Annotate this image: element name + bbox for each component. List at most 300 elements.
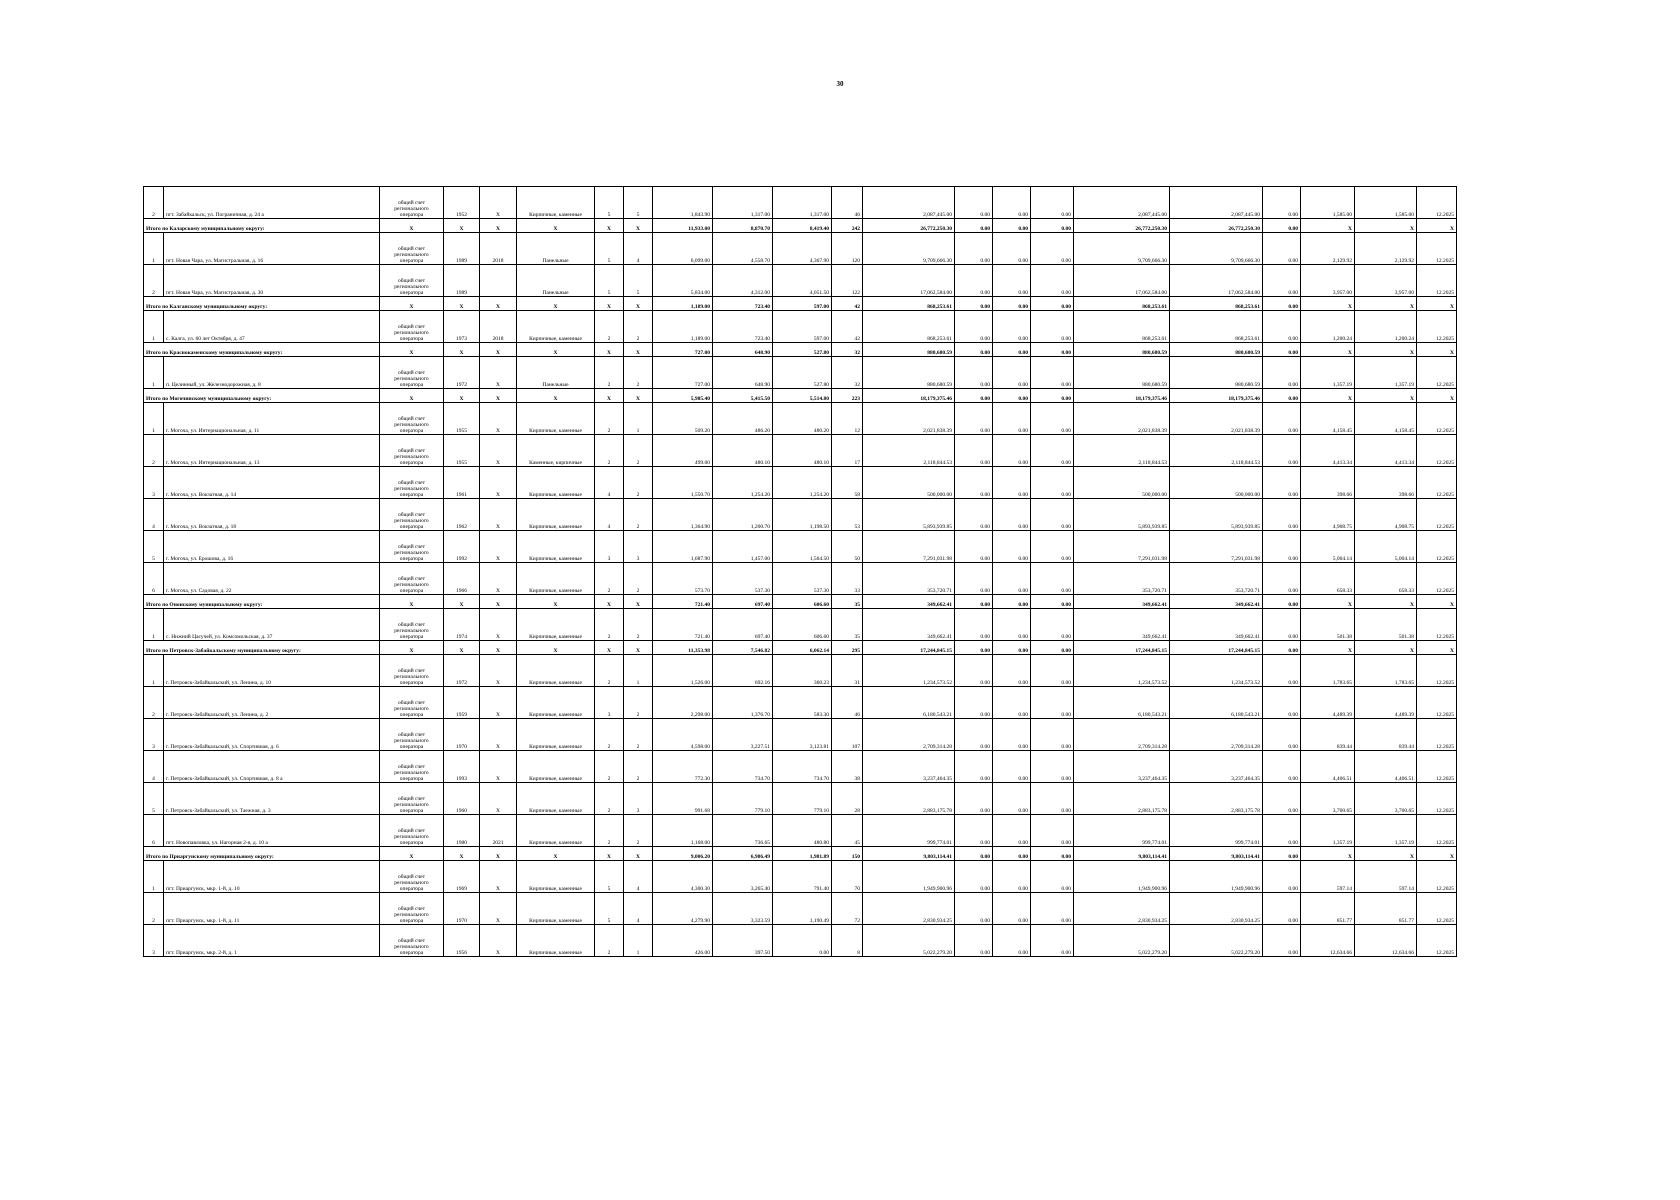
address-cell: пгт. Приаргунск, мкр. 2-й, д. 1 xyxy=(164,925,380,957)
total-cost-cell: 3,237,464.35 xyxy=(863,751,955,783)
entrances-cell: 3 xyxy=(624,783,653,815)
local-funds-cell: 0.00 xyxy=(1031,815,1074,847)
total-area-cell: 727.00 xyxy=(653,357,713,389)
total-area-cell: 5,985.40 xyxy=(653,389,713,403)
living-area-cell: 1,317.00 xyxy=(773,187,832,219)
build-year-cell: 1989 xyxy=(444,233,480,265)
federal-funds-cell: 0.00 xyxy=(955,343,993,357)
building-row xyxy=(144,861,1457,893)
completion-date-cell: 12.2025 xyxy=(1417,435,1457,467)
account-type-cell: Х xyxy=(380,389,444,403)
local-funds-cell: 0.00 xyxy=(1031,499,1074,531)
account-type-cell: общий счет регионального оператора xyxy=(380,311,444,343)
other-funds-cell: 0.00 xyxy=(1263,783,1301,815)
residents-cell: 53 xyxy=(832,499,863,531)
living-area-cell: 480.80 xyxy=(773,815,832,847)
unit-cost-cell: Х xyxy=(1301,343,1355,357)
address-cell: г. Могоча, ул. Интернациональная, д. 13 xyxy=(164,435,380,467)
owners-funds-subtotal-cell: 2,883,175.78 xyxy=(1170,783,1263,815)
repair-year-cell: 2021 xyxy=(480,815,517,847)
account-type-cell: общий счет регионального оператора xyxy=(380,467,444,499)
living-area-cell: 4,367.90 xyxy=(773,233,832,265)
residents-cell: 35 xyxy=(832,595,863,609)
max-unit-cost-cell: 658.33 xyxy=(1355,563,1417,595)
wall-material-cell: Х xyxy=(517,297,595,311)
completion-date-cell: 12.2025 xyxy=(1417,609,1457,641)
federal-funds-cell: 0.00 xyxy=(955,719,993,751)
build-year-cell: 1992 xyxy=(444,531,480,563)
repair-year-cell: Х xyxy=(480,687,517,719)
other-funds-cell: 0.00 xyxy=(1263,861,1301,893)
building-row xyxy=(144,609,1457,641)
federal-funds-cell: 0.00 xyxy=(955,219,993,233)
federal-funds-cell: 0.00 xyxy=(955,265,993,297)
max-unit-cost-cell: Х xyxy=(1355,389,1417,403)
building-row xyxy=(144,751,1457,783)
floors-cell: 2 xyxy=(595,783,624,815)
wall-material-cell: Х xyxy=(517,847,595,861)
district-total-row xyxy=(144,219,1457,233)
completion-date-cell: Х xyxy=(1417,389,1457,403)
unit-cost-cell: 1,783.65 xyxy=(1301,655,1355,687)
completion-date-cell: Х xyxy=(1417,219,1457,233)
residents-cell: 32 xyxy=(832,343,863,357)
premises-area-cell: 723.40 xyxy=(713,311,773,343)
district-total-row xyxy=(144,389,1457,403)
regional-funds-cell: 0.00 xyxy=(993,687,1031,719)
unit-cost-cell: 1,200.24 xyxy=(1301,311,1355,343)
row-number: 4 xyxy=(144,499,164,531)
max-unit-cost-cell: 501.38 xyxy=(1355,609,1417,641)
completion-date-cell: 12.2025 xyxy=(1417,233,1457,265)
repair-year-cell: Х xyxy=(480,925,517,957)
unit-cost-cell: Х xyxy=(1301,595,1355,609)
federal-funds-cell: 0.00 xyxy=(955,609,993,641)
max-unit-cost-cell: Х xyxy=(1355,595,1417,609)
residents-cell: 107 xyxy=(832,719,863,751)
account-type-cell: общий счет регионального оператора xyxy=(380,655,444,687)
entrances-cell: 1 xyxy=(624,925,653,957)
wall-material-cell: Х xyxy=(517,641,595,655)
other-funds-cell: 0.00 xyxy=(1263,311,1301,343)
local-funds-cell: 0.00 xyxy=(1031,389,1074,403)
total-area-cell: 499.00 xyxy=(653,435,713,467)
repair-year-cell: Х xyxy=(480,467,517,499)
residents-cell: 120 xyxy=(832,233,863,265)
repair-year-cell: Х xyxy=(480,783,517,815)
wall-material-cell: Х xyxy=(517,389,595,403)
max-unit-cost-cell: 3,957.00 xyxy=(1355,265,1417,297)
max-unit-cost-cell: 4,489.39 xyxy=(1355,687,1417,719)
completion-date-cell: 12.2025 xyxy=(1417,531,1457,563)
account-type-cell: общий счет регионального оператора xyxy=(380,187,444,219)
build-year-cell: 1993 xyxy=(444,751,480,783)
floors-cell: 4 xyxy=(595,467,624,499)
district-total-row xyxy=(144,343,1457,357)
living-area-cell: 597.00 xyxy=(773,297,832,311)
building-row xyxy=(144,893,1457,925)
owners-funds-subtotal-cell: 2,087,445.00 xyxy=(1170,187,1263,219)
building-row xyxy=(144,233,1457,265)
living-area-cell: 1,254.20 xyxy=(773,467,832,499)
total-cost-cell: 2,709,314.28 xyxy=(863,719,955,751)
local-funds-cell: 0.00 xyxy=(1031,403,1074,435)
unit-cost-cell: Х xyxy=(1301,641,1355,655)
total-area-cell: 1,550.70 xyxy=(653,467,713,499)
living-area-cell: 779.10 xyxy=(773,783,832,815)
build-year-cell: 1959 xyxy=(444,687,480,719)
unit-cost-cell: 597.14 xyxy=(1301,861,1355,893)
premises-area-cell: 5,415.50 xyxy=(713,389,773,403)
owners-funds-subtotal-cell: 349,662.41 xyxy=(1170,595,1263,609)
build-year-cell: 1952 xyxy=(444,187,480,219)
residents-cell: 28 xyxy=(832,783,863,815)
account-type-cell: общий счет регионального оператора xyxy=(380,925,444,957)
build-year-cell: Х xyxy=(444,219,480,233)
premises-area-cell: 537.30 xyxy=(713,563,773,595)
regional-funds-cell: 0.00 xyxy=(993,783,1031,815)
unit-cost-cell: 501.38 xyxy=(1301,609,1355,641)
floors-cell: 2 xyxy=(595,311,624,343)
owners-funds-cell: 868,253.61 xyxy=(1074,297,1170,311)
residents-cell: 46 xyxy=(832,187,863,219)
entrances-cell: 2 xyxy=(624,311,653,343)
federal-funds-cell: 0.00 xyxy=(955,563,993,595)
build-year-cell: 1970 xyxy=(444,893,480,925)
address-cell: пгт. Приаргунск, мкр. 1-й, д. 10 xyxy=(164,861,380,893)
regional-funds-cell: 0.00 xyxy=(993,595,1031,609)
other-funds-cell: 0.00 xyxy=(1263,265,1301,297)
local-funds-cell: 0.00 xyxy=(1031,783,1074,815)
owners-funds-cell: 5,893,939.85 xyxy=(1074,499,1170,531)
owners-funds-subtotal-cell: 349,662.41 xyxy=(1170,609,1263,641)
living-area-cell: 4,051.50 xyxy=(773,265,832,297)
residents-cell: 17 xyxy=(832,435,863,467)
premises-area-cell: 1,317.00 xyxy=(713,187,773,219)
total-cost-cell: 17,062,584.00 xyxy=(863,265,955,297)
floors-cell: 3 xyxy=(595,531,624,563)
completion-date-cell: 12.2025 xyxy=(1417,893,1457,925)
repair-year-cell xyxy=(480,265,517,297)
owners-funds-cell: 349,662.41 xyxy=(1074,609,1170,641)
owners-funds-cell: 1,949,900.96 xyxy=(1074,861,1170,893)
build-year-cell: 1980 xyxy=(444,815,480,847)
build-year-cell: 1989 xyxy=(444,265,480,297)
residents-cell: 32 xyxy=(832,357,863,389)
building-row xyxy=(144,563,1457,595)
building-row xyxy=(144,187,1457,219)
floors-cell: 2 xyxy=(595,357,624,389)
account-type-cell: общий счет регионального оператора xyxy=(380,687,444,719)
wall-material-cell: Кирпичные, каменные xyxy=(517,719,595,751)
owners-funds-cell: 17,244,845.15 xyxy=(1074,641,1170,655)
account-type-cell: общий счет регионального оператора xyxy=(380,265,444,297)
regional-funds-cell: 0.00 xyxy=(993,925,1031,957)
premises-area-cell: 480.10 xyxy=(713,435,773,467)
owners-funds-subtotal-cell: 17,244,845.15 xyxy=(1170,641,1263,655)
completion-date-cell: 12.2025 xyxy=(1417,563,1457,595)
build-year-cell: Х xyxy=(444,641,480,655)
floors-cell: 2 xyxy=(595,719,624,751)
entrances-cell: 4 xyxy=(624,893,653,925)
build-year-cell: 1966 xyxy=(444,563,480,595)
regional-funds-cell: 0.00 xyxy=(993,563,1031,595)
entrances-cell: Х xyxy=(624,847,653,861)
unit-cost-cell: 4,158.45 xyxy=(1301,403,1355,435)
total-area-cell: 11,353.98 xyxy=(653,641,713,655)
build-year-cell: 1972 xyxy=(444,357,480,389)
max-unit-cost-cell: 1,200.24 xyxy=(1355,311,1417,343)
max-unit-cost-cell: Х xyxy=(1355,641,1417,655)
address-cell: г. Петровск-Забайкальский, ул. Спортивная, д. 6 xyxy=(164,719,380,751)
max-unit-cost-cell: Х xyxy=(1355,847,1417,861)
max-unit-cost-cell: 4,413.34 xyxy=(1355,435,1417,467)
regional-funds-cell: 0.00 xyxy=(993,467,1031,499)
other-funds-cell: 0.00 xyxy=(1263,219,1301,233)
owners-funds-subtotal-cell: 868,253.61 xyxy=(1170,297,1263,311)
local-funds-cell: 0.00 xyxy=(1031,311,1074,343)
owners-funds-cell: 2,118,844.53 xyxy=(1074,435,1170,467)
floors-cell: 4 xyxy=(595,499,624,531)
total-area-cell: 1,189.00 xyxy=(653,297,713,311)
regional-funds-cell: 0.00 xyxy=(993,641,1031,655)
owners-funds-cell: 2,709,314.28 xyxy=(1074,719,1170,751)
living-area-cell: 537.30 xyxy=(773,563,832,595)
entrances-cell: 1 xyxy=(624,655,653,687)
repair-year-cell: Х xyxy=(480,435,517,467)
regional-funds-cell: 0.00 xyxy=(993,861,1031,893)
repair-year-cell: Х xyxy=(480,893,517,925)
local-funds-cell: 0.00 xyxy=(1031,609,1074,641)
premises-area-cell: 397.50 xyxy=(713,925,773,957)
total-cost-cell: 1,949,900.96 xyxy=(863,861,955,893)
floors-cell: Х xyxy=(595,219,624,233)
owners-funds-subtotal-cell: 17,062,584.00 xyxy=(1170,265,1263,297)
entrances-cell: Х xyxy=(624,343,653,357)
unit-cost-cell: 4,908.75 xyxy=(1301,499,1355,531)
owners-funds-cell: 2,883,175.78 xyxy=(1074,783,1170,815)
wall-material-cell: Кирпичные, каменные xyxy=(517,499,595,531)
repair-year-cell: 2018 xyxy=(480,311,517,343)
premises-area-cell: 734.70 xyxy=(713,751,773,783)
row-number: 1 xyxy=(144,403,164,435)
build-year-cell: 1973 xyxy=(444,311,480,343)
unit-cost-cell: 3,700.65 xyxy=(1301,783,1355,815)
row-number: 1 xyxy=(144,861,164,893)
owners-funds-subtotal-cell: 2,118,844.53 xyxy=(1170,435,1263,467)
completion-date-cell: 12.2025 xyxy=(1417,925,1457,957)
other-funds-cell: 0.00 xyxy=(1263,233,1301,265)
account-type-cell: Х xyxy=(380,641,444,655)
row-number: 5 xyxy=(144,783,164,815)
account-type-cell: общий счет регионального оператора xyxy=(380,815,444,847)
wall-material-cell: Кирпичные, каменные xyxy=(517,187,595,219)
federal-funds-cell: 0.00 xyxy=(955,925,993,957)
owners-funds-cell: 2,021,838.39 xyxy=(1074,403,1170,435)
account-type-cell: Х xyxy=(380,847,444,861)
wall-material-cell: Каменные, кирпичные xyxy=(517,435,595,467)
total-area-cell: 4,300.30 xyxy=(653,861,713,893)
local-funds-cell: 0.00 xyxy=(1031,297,1074,311)
completion-date-cell: 12.2025 xyxy=(1417,499,1457,531)
max-unit-cost-cell: 1,783.65 xyxy=(1355,655,1417,687)
owners-funds-cell: 2,087,445.00 xyxy=(1074,187,1170,219)
other-funds-cell: 0.00 xyxy=(1263,297,1301,311)
federal-funds-cell: 0.00 xyxy=(955,751,993,783)
total-area-cell: 11,933.00 xyxy=(653,219,713,233)
address-cell: с. Нижний Цасучей, ул. Комсомольская, д. 37 xyxy=(164,609,380,641)
local-funds-cell: 0.00 xyxy=(1031,343,1074,357)
building-row xyxy=(144,499,1457,531)
max-unit-cost-cell: 597.14 xyxy=(1355,861,1417,893)
regional-funds-cell: 0.00 xyxy=(993,815,1031,847)
total-cost-cell: 2,118,844.53 xyxy=(863,435,955,467)
address-cell: с. Калга, ул. 60 лет Октября, д. 47 xyxy=(164,311,380,343)
build-year-cell: 1969 xyxy=(444,861,480,893)
residents-cell: 223 xyxy=(832,389,863,403)
regional-funds-cell: 0.00 xyxy=(993,297,1031,311)
entrances-cell: Х xyxy=(624,297,653,311)
wall-material-cell: Кирпичные, каменные xyxy=(517,311,595,343)
total-cost-cell: 7,291,031.98 xyxy=(863,531,955,563)
floors-cell: Х xyxy=(595,847,624,861)
wall-material-cell: Кирпичные, каменные xyxy=(517,563,595,595)
build-year-cell: Х xyxy=(444,343,480,357)
floors-cell: 2 xyxy=(595,563,624,595)
total-area-cell: 509.20 xyxy=(653,403,713,435)
residents-cell: 33 xyxy=(832,563,863,595)
floors-cell: 5 xyxy=(595,265,624,297)
account-type-cell: общий счет регионального оператора xyxy=(380,499,444,531)
account-type-cell: общий счет регионального оператора xyxy=(380,357,444,389)
residents-cell: 42 xyxy=(832,297,863,311)
federal-funds-cell: 0.00 xyxy=(955,595,993,609)
regional-funds-cell: 0.00 xyxy=(993,219,1031,233)
total-area-cell: 4,598.00 xyxy=(653,719,713,751)
wall-material-cell: Панельные xyxy=(517,265,595,297)
living-area-cell: 6,062.14 xyxy=(773,641,832,655)
completion-date-cell: Х xyxy=(1417,641,1457,655)
repair-year-cell: Х xyxy=(480,609,517,641)
build-year-cell: 1974 xyxy=(444,609,480,641)
living-area-cell: 1,981.89 xyxy=(773,847,832,861)
residents-cell: 42 xyxy=(832,311,863,343)
other-funds-cell: 0.00 xyxy=(1263,655,1301,687)
owners-funds-subtotal-cell: 5,893,939.85 xyxy=(1170,499,1263,531)
other-funds-cell: 0.00 xyxy=(1263,719,1301,751)
premises-area-cell: 486.20 xyxy=(713,403,773,435)
row-number: 5 xyxy=(144,531,164,563)
row-number: 3 xyxy=(144,925,164,957)
local-funds-cell: 0.00 xyxy=(1031,687,1074,719)
local-funds-cell: 0.00 xyxy=(1031,531,1074,563)
total-area-cell: 1,843.90 xyxy=(653,187,713,219)
repair-year-cell: Х xyxy=(480,655,517,687)
federal-funds-cell: 0.00 xyxy=(955,187,993,219)
floors-cell: 5 xyxy=(595,187,624,219)
regional-funds-cell: 0.00 xyxy=(993,719,1031,751)
entrances-cell: Х xyxy=(624,219,653,233)
total-cost-cell: 880,680.59 xyxy=(863,357,955,389)
district-total-label: Итого по Ононскому муниципальному округу: xyxy=(144,595,380,609)
regional-funds-cell: 0.00 xyxy=(993,893,1031,925)
district-total-label: Итого по Калганскому муниципальному округу: xyxy=(144,297,380,311)
owners-funds-cell: 18,179,375.46 xyxy=(1074,389,1170,403)
wall-material-cell: Х xyxy=(517,219,595,233)
repair-year-cell: Х xyxy=(480,861,517,893)
total-area-cell: 772.30 xyxy=(653,751,713,783)
total-cost-cell: 9,709,666.30 xyxy=(863,233,955,265)
district-total-label: Итого по Каларскому муниципальному округу: xyxy=(144,219,380,233)
floors-cell: 2 xyxy=(595,609,624,641)
premises-area-cell: 6,986.49 xyxy=(713,847,773,861)
building-row xyxy=(144,815,1457,847)
living-area-cell: 1,564.50 xyxy=(773,531,832,563)
address-cell: г. Петровск-Забайкальский, ул. Таежная, д. 3 xyxy=(164,783,380,815)
unit-cost-cell: 4,489.39 xyxy=(1301,687,1355,719)
owners-funds-cell: 26,772,250.30 xyxy=(1074,219,1170,233)
total-cost-cell: 18,179,375.46 xyxy=(863,389,955,403)
total-area-cell: 573.70 xyxy=(653,563,713,595)
living-area-cell: 8,419.40 xyxy=(773,219,832,233)
owners-funds-cell: 999,774.01 xyxy=(1074,815,1170,847)
floors-cell: 2 xyxy=(595,925,624,957)
total-area-cell: 9,006.20 xyxy=(653,847,713,861)
living-area-cell: 480.10 xyxy=(773,435,832,467)
local-funds-cell: 0.00 xyxy=(1031,847,1074,861)
row-number: 1 xyxy=(144,311,164,343)
residents-cell: 50 xyxy=(832,531,863,563)
total-cost-cell: 868,253.61 xyxy=(863,297,955,311)
account-type-cell: Х xyxy=(380,595,444,609)
entrances-cell: 2 xyxy=(624,499,653,531)
owners-funds-cell: 2,830,934.25 xyxy=(1074,893,1170,925)
unit-cost-cell: Х xyxy=(1301,389,1355,403)
max-unit-cost-cell: 1,357.19 xyxy=(1355,815,1417,847)
max-unit-cost-cell: 851.77 xyxy=(1355,893,1417,925)
premises-area-cell: 723.40 xyxy=(713,297,773,311)
building-row xyxy=(144,687,1457,719)
federal-funds-cell: 0.00 xyxy=(955,861,993,893)
owners-funds-subtotal-cell: 868,253.61 xyxy=(1170,311,1263,343)
other-funds-cell: 0.00 xyxy=(1263,609,1301,641)
entrances-cell: 3 xyxy=(624,531,653,563)
regional-funds-cell: 0.00 xyxy=(993,389,1031,403)
owners-funds-subtotal-cell: 1,234,573.52 xyxy=(1170,655,1263,687)
max-unit-cost-cell: 4,908.75 xyxy=(1355,499,1417,531)
wall-material-cell: Кирпичные, каменные xyxy=(517,687,595,719)
premises-area-cell: 3,265.40 xyxy=(713,861,773,893)
total-area-cell: 2,298.00 xyxy=(653,687,713,719)
premises-area-cell: 4,558.70 xyxy=(713,233,773,265)
owners-funds-cell: 880,680.59 xyxy=(1074,343,1170,357)
owners-funds-subtotal-cell: 2,021,838.39 xyxy=(1170,403,1263,435)
total-cost-cell: 6,180,543.21 xyxy=(863,687,955,719)
total-cost-cell: 17,244,845.15 xyxy=(863,641,955,655)
owners-funds-subtotal-cell: 9,709,666.30 xyxy=(1170,233,1263,265)
entrances-cell: 1 xyxy=(624,403,653,435)
residents-cell: 72 xyxy=(832,893,863,925)
address-cell: пгт. Забайкальск, ул. Пограничная, д. 24 а xyxy=(164,187,380,219)
local-funds-cell: 0.00 xyxy=(1031,435,1074,467)
max-unit-cost-cell: 4,406.51 xyxy=(1355,751,1417,783)
federal-funds-cell: 0.00 xyxy=(955,499,993,531)
owners-funds-subtotal-cell: 2,709,314.28 xyxy=(1170,719,1263,751)
federal-funds-cell: 0.00 xyxy=(955,687,993,719)
district-total-row xyxy=(144,641,1457,655)
owners-funds-cell: 9,709,666.30 xyxy=(1074,233,1170,265)
total-cost-cell: 5,893,939.85 xyxy=(863,499,955,531)
